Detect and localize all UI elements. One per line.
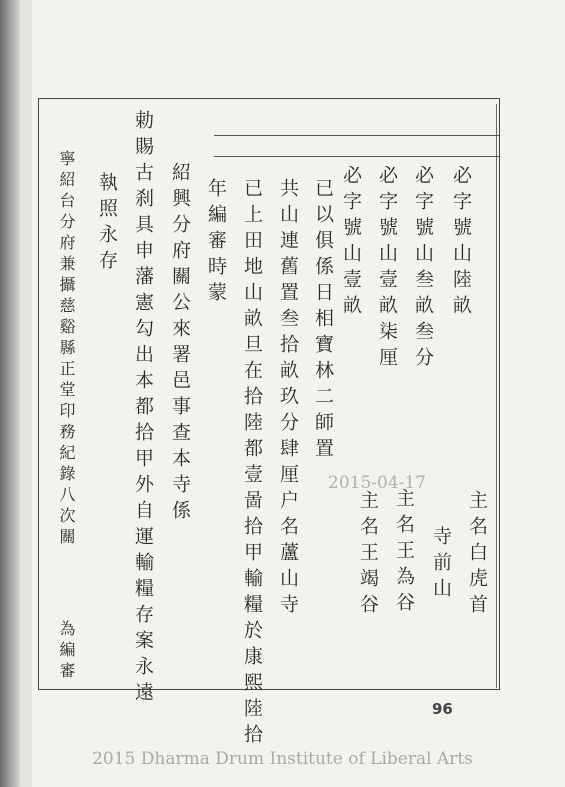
text-column-9: 紹興分府關公來署邑事查本寺係 xyxy=(169,162,191,526)
text-column-4: 必字號山壹畝 xyxy=(340,165,362,321)
owner-name-1: 主名白虎首 xyxy=(466,490,488,620)
page-number: 96 xyxy=(432,700,453,718)
text-column-8: 年編審時蒙 xyxy=(205,178,227,308)
text-column-13: 為編審 xyxy=(57,620,76,683)
gutter-shadow xyxy=(22,0,32,787)
book-spine-shadow xyxy=(0,0,22,787)
footer-watermark: 2015 Dharma Drum Institute of Liberal Arts xyxy=(92,749,473,769)
text-column-6: 共山連舊置叁拾畝玖分肆厘户名蘆山寺 xyxy=(277,178,299,620)
watermark-date: 2015-04-17 xyxy=(328,473,427,493)
register-rule-1 xyxy=(214,135,500,136)
owner-name-2: 寺前山 xyxy=(430,526,452,604)
text-column-7: 已上田地山畝旦在拾陸都壹啚拾甲輸糧於康熙陸拾 xyxy=(241,178,263,750)
text-column-5: 已以俱係日相寶林二師置 xyxy=(312,178,334,464)
text-column-11: 執照永存 xyxy=(96,172,118,276)
text-column-2: 必字號山叁畝叁分 xyxy=(412,165,434,373)
register-rule-2 xyxy=(214,156,500,157)
text-column-10: 勅賜古刹具申藩憲勾出本都拾甲外自運輸糧存案永遠 xyxy=(132,110,154,708)
owner-name-4: 主名王竭谷 xyxy=(357,490,379,620)
text-column-12: 寧紹台分府兼攝慈谿縣正堂印務紀錄八次關 xyxy=(57,150,76,549)
text-column-3: 必字號山壹畝柒厘 xyxy=(376,165,398,373)
owner-name-3: 主名王為谷 xyxy=(393,488,415,618)
text-column-1: 必字號山陸畝 xyxy=(450,165,472,321)
